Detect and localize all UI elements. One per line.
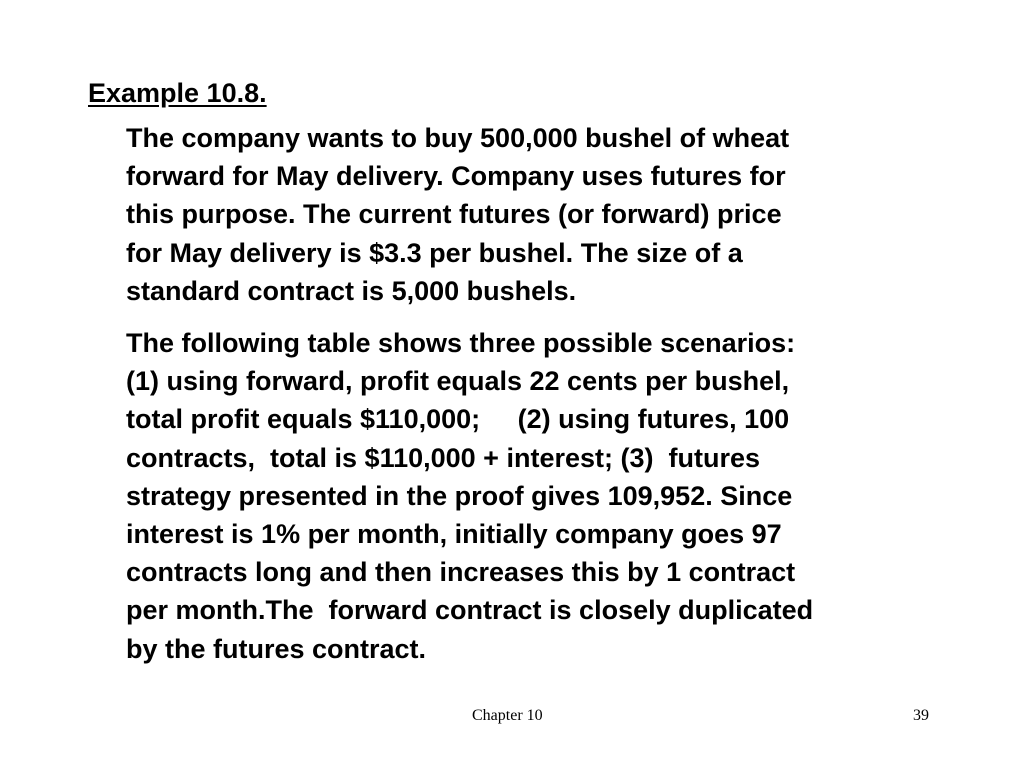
paragraph-problem-statement bbox=[126, 119, 956, 310]
text-line: contracts long and then increases this by 1 contract bbox=[126, 557, 796, 588]
slide-title: Example 10.8. bbox=[88, 78, 267, 108]
text-line: per month.The forward contract is closely duplicated bbox=[126, 595, 814, 626]
text-line: forward for May delivery. Company uses futures for bbox=[126, 161, 786, 192]
footer-chapter: Chapter 10 bbox=[472, 707, 543, 724]
page-number: 39 bbox=[913, 707, 929, 724]
text-line: contracts, total is $110,000 + interest; (3) futures bbox=[126, 442, 760, 473]
text-line: standard contract is 5,000 bushels. bbox=[126, 275, 577, 306]
text-line: The following table shows three possible scenarios: bbox=[126, 328, 796, 358]
text-line: total profit equals $110,000; (2) using futures, 100 bbox=[126, 404, 790, 435]
text-line: for May delivery is $3.3 per bushel. The size of a bbox=[126, 237, 743, 268]
text-line: strategy presented in the proof gives 109,952. Since bbox=[126, 480, 793, 511]
text-line: by the futures contract. bbox=[126, 633, 427, 664]
paragraph-scenarios bbox=[126, 324, 956, 668]
text-line: The company wants to buy 500,000 bushel of wheat bbox=[126, 123, 790, 153]
text-line: interest is 1% per month, initially company goes 97 bbox=[126, 519, 782, 550]
text-line: this purpose. The current futures (or forward) price bbox=[126, 199, 782, 230]
text-line: (1) using forward, profit equals 22 cents per bushel, bbox=[126, 366, 790, 397]
